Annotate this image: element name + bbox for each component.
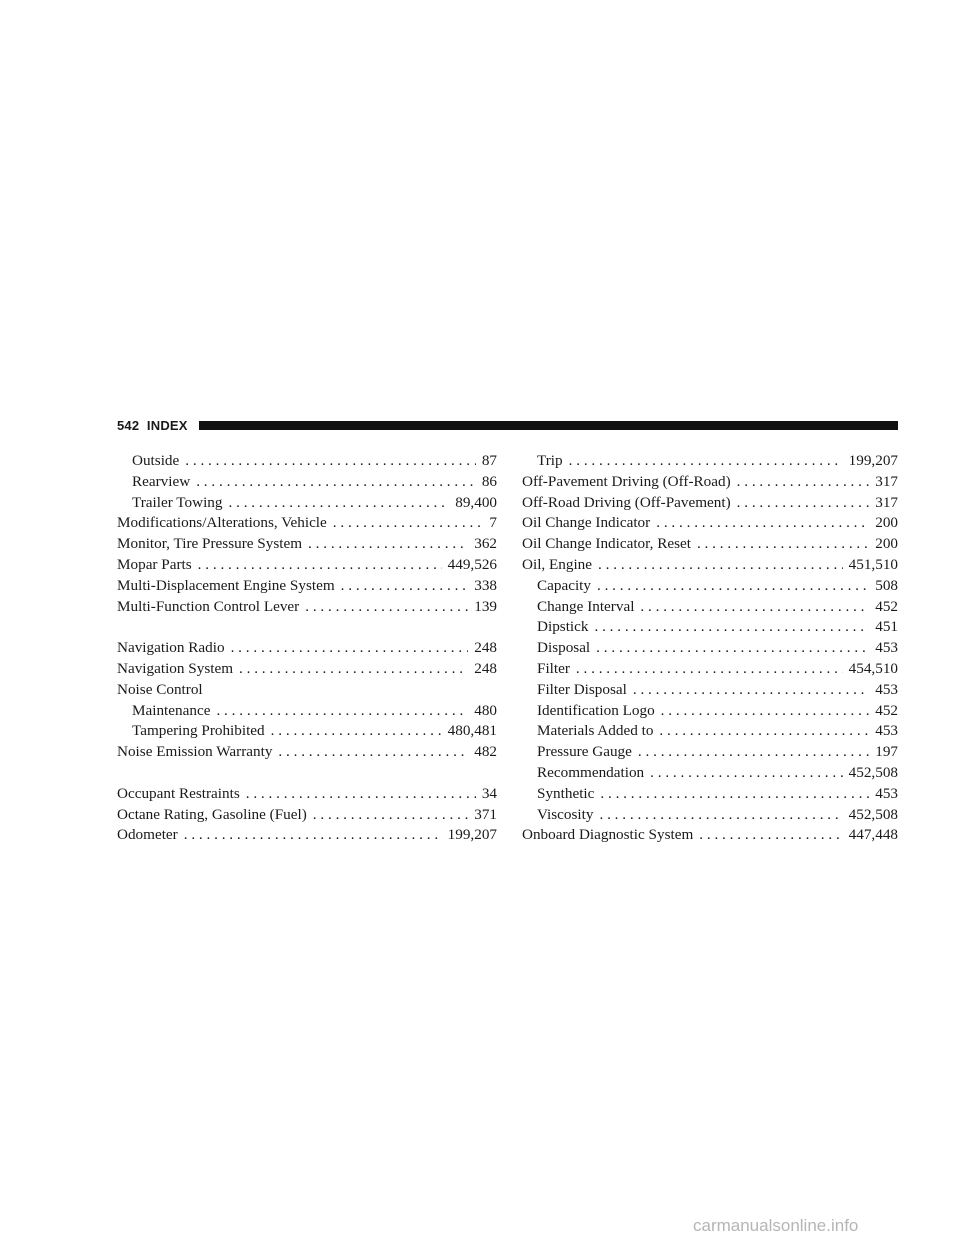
index-entry [522, 493, 898, 514]
entry-pages: 248 [474, 639, 497, 657]
dot-leader [308, 534, 468, 555]
index-entry [117, 784, 497, 805]
dot-leader [699, 825, 842, 846]
index-entry [117, 659, 497, 680]
index-entry [117, 680, 497, 701]
entry-term: Oil Change Indicator [522, 514, 651, 532]
index-column-left [117, 451, 497, 846]
dot-leader [638, 742, 869, 763]
entry-pages: 86 [481, 472, 497, 490]
entry-pages: 199,207 [848, 452, 898, 469]
entry-term: Pressure Gauge [537, 743, 632, 761]
entry-pages: 480,481 [447, 722, 497, 740]
entry-pages: 508 [875, 576, 898, 594]
entry-term: Noise Emission Warranty [117, 743, 273, 761]
dot-leader [598, 555, 843, 576]
entry-pages: 451,510 [848, 555, 898, 573]
entry-pages: 371 [474, 805, 497, 823]
index-column-right [522, 451, 898, 846]
entry-term: Trip [537, 452, 563, 469]
dot-leader [239, 659, 468, 680]
entry-term: Disposal [537, 639, 591, 657]
entry-term: Noise Control [117, 680, 203, 698]
section-title: INDEX [146, 418, 188, 433]
index-entry [117, 513, 497, 534]
index-subentry [117, 472, 497, 493]
entry-pages: 452,508 [848, 763, 898, 781]
dot-leader [185, 451, 476, 472]
entry-pages: 453 [875, 639, 898, 657]
index-subentry [522, 701, 898, 722]
entry-pages: 338 [474, 576, 497, 594]
dot-leader [659, 721, 869, 742]
entry-spacer [117, 763, 497, 784]
index-subentry [522, 659, 898, 680]
entry-term: Off-Pavement Driving (Off-Road) [522, 472, 731, 490]
entry-pages: 451 [875, 618, 898, 636]
index-subentry [522, 805, 898, 826]
entry-pages: 87 [481, 452, 497, 469]
entry-pages: 317 [875, 493, 898, 511]
entry-term: Oil Change Indicator, Reset [522, 535, 691, 553]
dot-leader [576, 659, 843, 680]
entry-term: Navigation System [117, 659, 234, 677]
dot-leader [596, 638, 869, 659]
entry-term: Capacity [537, 576, 591, 594]
entry-pages: 200 [875, 514, 898, 532]
page-header-text [117, 418, 188, 433]
index-subentry [117, 701, 497, 722]
entry-term: Filter Disposal [537, 680, 627, 698]
dot-leader [697, 534, 869, 555]
dot-leader [196, 472, 476, 493]
header-rule [199, 421, 898, 430]
dot-leader [229, 493, 450, 514]
entry-term: Rearview [132, 472, 191, 490]
index-entry [117, 534, 497, 555]
index-entry [522, 513, 898, 534]
entry-pages: 248 [474, 659, 497, 677]
entry-pages: 34 [481, 784, 497, 802]
index-subentry [117, 721, 497, 742]
index-subentry [522, 576, 898, 597]
entry-term: Navigation Radio [117, 639, 225, 657]
dot-leader [594, 617, 869, 638]
entry-pages: 453 [875, 784, 898, 802]
dot-leader [216, 701, 468, 722]
entry-pages: 139 [474, 597, 497, 615]
index-subentry [522, 784, 898, 805]
entry-term: Recommendation [537, 763, 645, 781]
entry-term: Filter [537, 659, 570, 677]
dot-leader [650, 763, 843, 784]
dot-leader [640, 597, 869, 618]
dot-leader [184, 825, 442, 846]
index-entry [117, 555, 497, 576]
entry-term: Tampering Prohibited [132, 722, 265, 740]
entry-term: Multi-Function Control Lever [117, 597, 300, 615]
entry-pages: 480 [474, 701, 497, 719]
dot-leader [305, 597, 468, 618]
page-header [117, 417, 898, 439]
dot-leader [661, 701, 870, 722]
dot-leader [600, 784, 869, 805]
entry-pages: 197 [875, 743, 898, 761]
entry-term: Trailer Towing [132, 493, 223, 511]
dot-leader [737, 493, 870, 514]
dot-leader [313, 805, 468, 826]
entry-term: Odometer [117, 826, 178, 844]
dot-leader [198, 555, 442, 576]
entry-pages: 452,508 [848, 805, 898, 823]
entry-pages: 452 [875, 701, 898, 719]
entry-pages: 452 [875, 597, 898, 615]
entry-pages: 449,526 [447, 555, 497, 573]
index-entry [522, 825, 898, 846]
entry-term: Octane Rating, Gasoline (Fuel) [117, 805, 307, 823]
dot-leader [737, 472, 870, 493]
dot-leader [599, 805, 842, 826]
entry-pages: 454,510 [848, 659, 898, 677]
index-subentry [522, 742, 898, 763]
index-entry [117, 742, 497, 763]
entry-pages: 7 [489, 514, 497, 532]
dot-leader [597, 576, 869, 597]
dot-leader [278, 742, 468, 763]
entry-pages: 453 [875, 722, 898, 740]
entry-term: Identification Logo [537, 701, 655, 719]
watermark: carmanualsonline.info [693, 1216, 859, 1235]
index-subentry [522, 638, 898, 659]
entry-pages: 362 [474, 535, 497, 553]
entry-term: Monitor, Tire Pressure System [117, 535, 303, 553]
page-number: 542 [117, 418, 140, 433]
entry-term: Mopar Parts [117, 555, 192, 573]
entry-pages: 453 [875, 680, 898, 698]
dot-leader [633, 680, 869, 701]
dot-leader [246, 784, 476, 805]
index-subentry [522, 451, 898, 472]
entry-term: Modifications/Alterations, Vehicle [117, 514, 327, 532]
index-entry [117, 597, 497, 618]
entry-term: Onboard Diagnostic System [522, 826, 694, 844]
index-entry [117, 638, 497, 659]
dot-leader [656, 513, 869, 534]
entry-term: Maintenance [132, 701, 211, 719]
dot-leader [231, 638, 469, 659]
entry-term: Multi-Displacement Engine System [117, 576, 335, 594]
index-entry [522, 534, 898, 555]
entry-term: Oil, Engine [522, 555, 593, 573]
entry-pages: 199,207 [447, 826, 497, 844]
entry-term: Outside [132, 452, 180, 469]
entry-term: Occupant Restraints [117, 784, 240, 802]
dot-leader [271, 721, 442, 742]
entry-term: Off-Road Driving (Off-Pavement) [522, 493, 731, 511]
entry-pages: 447,448 [848, 826, 898, 844]
entry-pages: 200 [875, 535, 898, 553]
entry-term: Materials Added to [537, 722, 654, 740]
index-subentry [117, 493, 497, 514]
index-subentry [117, 451, 497, 472]
entry-pages: 482 [474, 743, 497, 761]
entry-pages: 89,400 [455, 493, 497, 511]
entry-term: Viscosity [537, 805, 594, 823]
entry-term: Dipstick [537, 618, 589, 636]
index-subentry [522, 597, 898, 618]
index-entry [522, 555, 898, 576]
dot-leader [569, 451, 843, 472]
entry-spacer [117, 617, 497, 638]
index-subentry [522, 617, 898, 638]
index-entry [117, 576, 497, 597]
entry-pages: 317 [875, 472, 898, 490]
index-entry [117, 805, 497, 826]
index-subentry [522, 680, 898, 701]
dot-leader [341, 576, 469, 597]
index-entry [522, 472, 898, 493]
index-subentry [522, 721, 898, 742]
index-subentry [522, 763, 898, 784]
entry-term: Synthetic [537, 784, 595, 802]
entry-term: Change Interval [537, 597, 635, 615]
dot-leader [333, 513, 484, 534]
index-entry [117, 825, 497, 846]
